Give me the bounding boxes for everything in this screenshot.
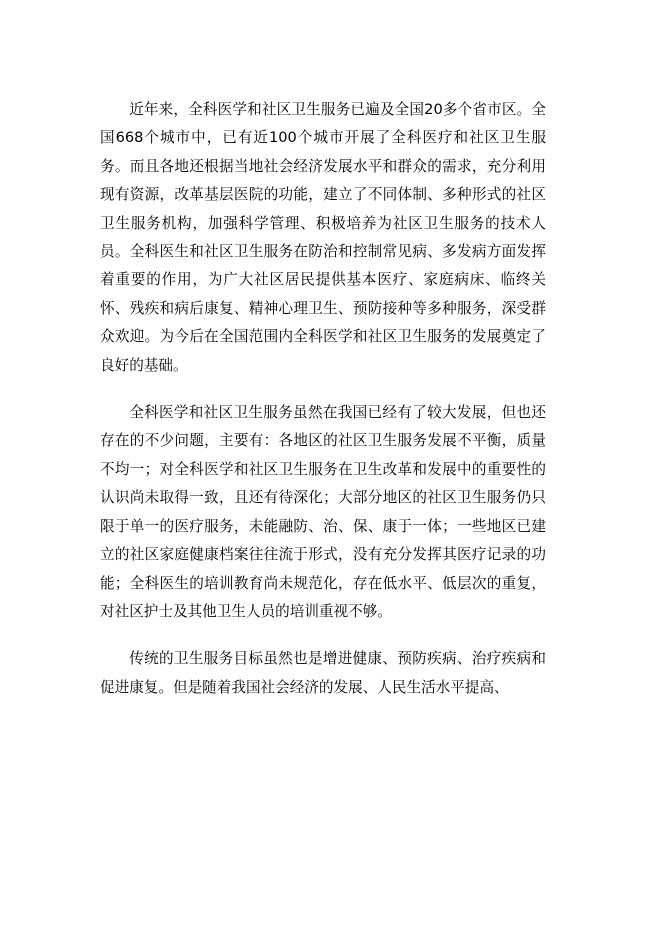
paragraph-1: 近年来，全科医学和社区卫生服务已遍及全国20多个省市区。全国668个城市中，已有近100个城市开展了全科医疗和社区卫生服务。而且各地还根据当地社会经济发展水平和群众的需求，充分利用现有资源，改革基层医院的功能，建立了不同体制、多种形式的社区卫生服务机构，加强科学管理、积极培养为社区卫生服务的技术人员。全科医生和社区卫生服务在防治和控制常见病、多发病方面发挥着重要的作用，为广大社区居民提供基本医疗、家庭病床、临终关怀、残疾和病后康复、精神心理卫生、预防接种等多种服务，深受群众欢迎。为今后在全国范围内全科医学和社区卫生服务的发展奠定了良好的基础。 [100,101,546,374]
document-body [100,96,546,721]
paragraph-2: 全科医学和社区卫生服务虽然在我国已经有了较大发展，但也还存在的不少问题，主要有：各地区的社区卫生服务发展不平衡，质量不均一；对全科医学和社区卫生服务在卫生改革和发展中的重要性的认识尚未取得一致，且还有待深化；大部分地区的社区卫生服务仍只限于单一的医疗服务，未能融防、治、保、康于一体；一些地区已建立的社区家庭健康档案往往流于形式，没有充分发挥其医疗记录的功能；全科医生的培训教育尚未规范化，存在低水平、低层次的重复，对社区护士及其他卫生人员的培训重视不够。 [100,404,546,620]
paragraph-3: 传统的卫生服务目标虽然也是增进健康、预防疾病、治疗疾病和促进康复。但是随着我国社会经济的发展、人民生活水平提高、 [100,650,546,696]
